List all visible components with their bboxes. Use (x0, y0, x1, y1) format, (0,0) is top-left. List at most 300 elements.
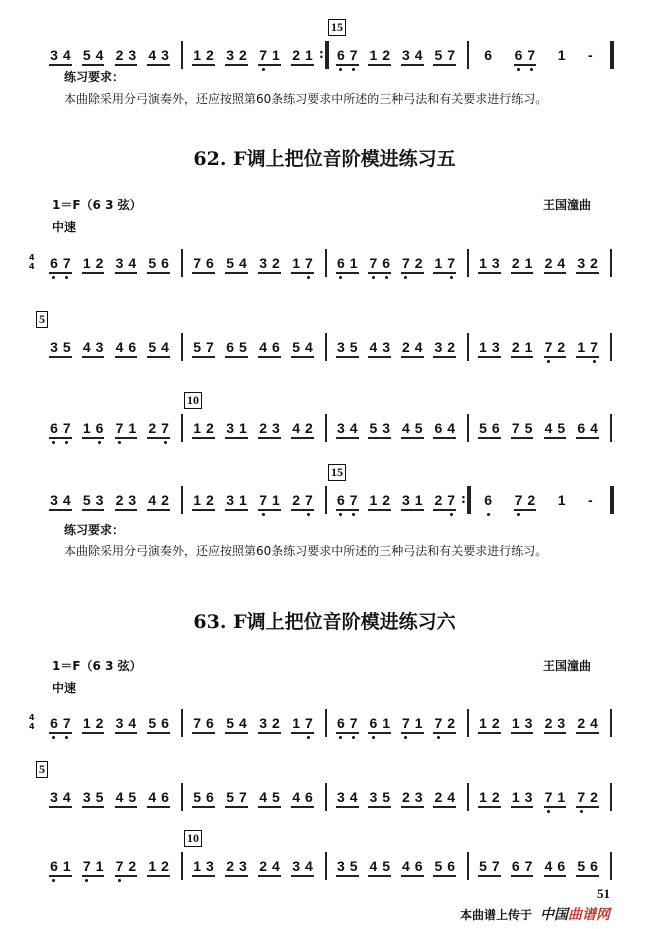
staff-system (38, 312, 613, 363)
note: 1 (557, 47, 566, 63)
beam-group (225, 789, 248, 808)
note: 1 (239, 492, 247, 508)
note: 5 (148, 715, 157, 731)
note: 7 (491, 858, 500, 874)
beam-group (336, 47, 359, 66)
beam-group (258, 47, 281, 66)
beam-group (576, 420, 599, 439)
beam-group (336, 789, 359, 808)
rehearsal-mark: 15 (328, 464, 346, 481)
beam-group (49, 420, 72, 439)
note: 7 (115, 858, 124, 874)
note: 3 (50, 339, 58, 355)
beam-group (544, 715, 567, 734)
beam-group (258, 255, 281, 274)
note: 6 (50, 255, 58, 271)
note: 4 (161, 339, 169, 355)
note: 1 (557, 789, 566, 805)
beam-group (511, 339, 534, 358)
beam-group (291, 339, 314, 358)
note: 4 (369, 339, 378, 355)
beam-group (192, 339, 215, 358)
note: 2 (161, 492, 169, 508)
beam-group (291, 492, 314, 511)
note: 2 (511, 339, 520, 355)
note: 7 (305, 492, 313, 508)
measure (187, 420, 319, 444)
repeat-sign: : (461, 492, 466, 506)
note: 6 (484, 47, 493, 63)
note: 2 (434, 492, 443, 508)
beam-group (49, 255, 72, 274)
note: 1 (272, 492, 280, 508)
note: 4 (590, 420, 598, 436)
beam-group (258, 339, 281, 358)
note: 7 (401, 255, 410, 271)
measure (473, 492, 604, 516)
note: 4 (148, 47, 157, 63)
barline (325, 41, 329, 69)
beam-group (401, 715, 424, 734)
staff-system (38, 762, 613, 813)
note: 7 (259, 492, 267, 508)
beam-group (401, 420, 424, 439)
note: 1 (82, 255, 91, 271)
beam-group (147, 492, 170, 511)
requirement-label: 练习要求： (64, 523, 125, 537)
key-signature: 1＝F（6 3 弦） (52, 659, 142, 673)
note: 6 (336, 255, 345, 271)
measure (44, 715, 175, 739)
note: 7 (206, 339, 214, 355)
note: 5 (577, 858, 586, 874)
note: 4 (369, 858, 378, 874)
note: 2 (292, 47, 300, 63)
note: 5 (349, 339, 358, 355)
note: 2 (590, 789, 598, 805)
note: 6 (514, 47, 523, 63)
repeat-sign: : (319, 47, 324, 61)
note: 5 (193, 789, 201, 805)
beam-group (576, 255, 599, 274)
note: 1 (414, 492, 423, 508)
note: 5 (193, 339, 201, 355)
note: 6 (50, 858, 58, 874)
rehearsal-mark: 5 (36, 761, 48, 778)
composer: 王国潼曲 (543, 198, 592, 212)
beam-group (225, 47, 248, 66)
beam-group (401, 47, 424, 66)
beam-group (557, 47, 567, 64)
note: 3 (401, 47, 410, 63)
beam-group (433, 492, 456, 511)
footer-text: 本曲谱上传于 (460, 908, 533, 922)
note: 7 (305, 715, 313, 731)
note: 3 (50, 492, 58, 508)
note: 6 (206, 789, 214, 805)
note: 7 (369, 255, 378, 271)
beam-group (368, 492, 391, 511)
note: 2 (95, 255, 104, 271)
note: 3 (259, 715, 267, 731)
note: 7 (544, 789, 553, 805)
beam-group (336, 715, 359, 734)
note: 2 (577, 715, 586, 731)
note: 2 (161, 858, 169, 874)
beam-group (82, 339, 105, 358)
note: 1 (577, 339, 586, 355)
beam-group (433, 715, 456, 734)
note: 7 (62, 715, 71, 731)
measure (473, 715, 604, 739)
beam-group (192, 420, 215, 439)
note: 1 (148, 858, 157, 874)
measure (44, 492, 175, 516)
beam-group (433, 255, 456, 274)
note: 7 (349, 715, 358, 731)
beam-group (511, 858, 534, 877)
note: 6 (511, 858, 520, 874)
measure (331, 492, 461, 516)
note: 1 (95, 858, 104, 874)
beam-group (544, 339, 567, 358)
note: 1 (479, 789, 487, 805)
note: 1 (369, 492, 378, 508)
beam-group (225, 420, 248, 439)
beam-group (147, 47, 170, 66)
note: 7 (447, 255, 456, 271)
note: 1 (193, 492, 201, 508)
barline (610, 486, 614, 514)
beam-group (49, 715, 72, 734)
measure (187, 789, 319, 813)
beam-group (82, 47, 105, 66)
note: 7 (544, 339, 553, 355)
note: 2 (511, 255, 520, 271)
note: 4 (292, 420, 300, 436)
note: 3 (259, 255, 267, 271)
beam-group (225, 255, 248, 274)
beam-group (336, 420, 359, 439)
note: 3 (239, 858, 247, 874)
beam-group (368, 858, 391, 877)
beam-group (115, 420, 138, 439)
note: 6 (161, 715, 169, 731)
beam-group (82, 492, 105, 511)
note: 4 (62, 492, 71, 508)
note: 5 (414, 420, 423, 436)
measure (473, 47, 604, 71)
note: 2 (590, 255, 598, 271)
note: 6 (50, 715, 58, 731)
beam-group (557, 492, 567, 509)
note: 4 (401, 420, 410, 436)
note: 4 (62, 789, 71, 805)
note: 7 (401, 715, 410, 731)
note: 6 (414, 858, 423, 874)
barline (467, 486, 471, 514)
note: 2 (401, 339, 410, 355)
piece-title: 62. F调上把位音阶模进练习五 (193, 148, 456, 170)
note: 7 (434, 715, 443, 731)
beam-group (478, 715, 501, 734)
note: 3 (336, 858, 345, 874)
beam-group (478, 858, 501, 877)
beam-group (514, 492, 537, 511)
note: 1 (292, 715, 300, 731)
beam-group (49, 492, 72, 511)
beam-group (336, 255, 359, 274)
note: 1 (62, 858, 71, 874)
rehearsal-mark: 10 (184, 830, 202, 847)
beam-group (115, 858, 138, 877)
note: 5 (369, 420, 378, 436)
note: 7 (590, 339, 598, 355)
composer: 王国潼曲 (543, 659, 592, 673)
note: 6 (491, 420, 500, 436)
beam-group (192, 492, 215, 511)
beam-group (49, 339, 72, 358)
note: 1 (349, 255, 358, 271)
note: 1 (193, 858, 201, 874)
beam-group (225, 492, 248, 511)
note: 5 (239, 339, 247, 355)
beam-group (336, 339, 359, 358)
note: 1 (382, 715, 391, 731)
note: 5 (479, 858, 487, 874)
note: 1 (292, 255, 300, 271)
page-number: 51 (597, 886, 610, 901)
note: 1 (82, 715, 91, 731)
note: 7 (447, 492, 456, 508)
note: 1 (511, 715, 520, 731)
beam-group (115, 789, 138, 808)
note: 1 (479, 255, 487, 271)
beam-group (336, 492, 359, 511)
note: 1 (305, 47, 313, 63)
barline (467, 249, 469, 277)
note: 1 (414, 715, 423, 731)
note: 2 (401, 789, 410, 805)
beam-group (544, 858, 567, 877)
beam-group (368, 789, 391, 808)
note: 4 (259, 339, 267, 355)
barline (467, 41, 469, 69)
note: 2 (148, 420, 157, 436)
beam-group (401, 789, 424, 808)
note: 5 (382, 858, 391, 874)
beam-group (433, 858, 456, 877)
note: 7 (349, 47, 358, 63)
note: 2 (305, 420, 313, 436)
beam-group (511, 255, 534, 274)
note: 4 (447, 789, 456, 805)
beam-group (291, 255, 314, 274)
beam-group (147, 715, 170, 734)
beam-group (291, 47, 314, 66)
beam-group (368, 715, 391, 734)
note: 6 (161, 255, 169, 271)
measure (44, 255, 175, 279)
note: 4 (259, 789, 267, 805)
note: 5 (557, 420, 566, 436)
note: 2 (272, 255, 280, 271)
note: 3 (128, 492, 137, 508)
note: 5 (292, 339, 300, 355)
note: 4 (557, 255, 566, 271)
note: 4 (544, 420, 553, 436)
beam-group (258, 715, 281, 734)
note: 2 (115, 492, 124, 508)
measure (331, 255, 461, 279)
note: 3 (524, 789, 533, 805)
beam-group (483, 492, 493, 509)
barline (467, 852, 469, 880)
note: 5 (82, 47, 91, 63)
note: 3 (577, 255, 586, 271)
note: 6 (557, 858, 566, 874)
note: 3 (524, 715, 533, 731)
beam-group (291, 420, 314, 439)
note: 4 (239, 255, 247, 271)
measure (331, 339, 461, 363)
note: 1 (524, 255, 533, 271)
time-signature: 4 4 (29, 713, 35, 731)
note: 2 (206, 47, 214, 63)
measure (331, 420, 461, 444)
note: 6 (336, 715, 345, 731)
beam-group (49, 858, 72, 877)
beam-group (291, 858, 314, 877)
note: 4 (272, 858, 280, 874)
beam-group (192, 47, 215, 66)
beam-group (511, 715, 534, 734)
measure (331, 47, 461, 71)
beam-group (115, 255, 138, 274)
note: 3 (206, 858, 214, 874)
note: 6 (226, 339, 234, 355)
rehearsal-mark: 10 (184, 392, 202, 409)
staff-system (38, 465, 613, 516)
note: 7 (524, 858, 533, 874)
note: 3 (557, 715, 566, 731)
note: 5 (148, 255, 157, 271)
note: 1 (479, 715, 487, 731)
barline (325, 333, 327, 361)
note: 4 (305, 339, 313, 355)
beam-group (544, 420, 567, 439)
barline (610, 852, 612, 880)
requirement-text: 本曲除采用分弓演奏外，还应按照第60条练习要求中所述的三种弓法和有关要求进行练习。 (64, 544, 548, 558)
note: 3 (50, 789, 58, 805)
note: 1 (479, 339, 487, 355)
staff-system (29, 253, 613, 279)
note: 5 (148, 339, 157, 355)
note: 4 (148, 789, 157, 805)
note: 6 (272, 339, 280, 355)
note: 7 (193, 715, 201, 731)
beam-group (115, 492, 138, 511)
beam-group (514, 47, 537, 66)
beam-group (225, 858, 248, 877)
note: 5 (82, 492, 91, 508)
beam-group (225, 715, 248, 734)
note: 6 (336, 47, 345, 63)
beam-group (433, 47, 456, 66)
note: 2 (414, 255, 423, 271)
beam-group (192, 715, 215, 734)
beam-group (147, 789, 170, 808)
note: 2 (206, 492, 214, 508)
note: 1 (193, 47, 201, 63)
note: 2 (447, 715, 456, 731)
barline (610, 783, 612, 811)
note: 6 (128, 339, 137, 355)
barline (325, 783, 327, 811)
note: 6 (577, 420, 586, 436)
measure (331, 715, 461, 739)
note: 2 (128, 858, 137, 874)
note: 7 (115, 420, 124, 436)
note: 1 (239, 420, 247, 436)
note: 2 (259, 420, 267, 436)
beam-group (576, 789, 599, 808)
note: 4 (128, 715, 137, 731)
note: 5 (434, 858, 443, 874)
note: 3 (115, 255, 124, 271)
beam-group (368, 47, 391, 66)
note: 4 (128, 255, 137, 271)
note: 3 (95, 492, 104, 508)
measure (44, 339, 175, 363)
beam-group (478, 255, 501, 274)
note: 2 (226, 858, 234, 874)
beam-group (147, 339, 170, 358)
note: 5 (226, 255, 234, 271)
note: 6 (95, 420, 104, 436)
note: 2 (557, 339, 566, 355)
beam-group (433, 789, 456, 808)
beam-group (576, 858, 599, 877)
beam-group (401, 339, 424, 358)
beam-group (478, 339, 501, 358)
beam-group (478, 789, 501, 808)
note: 1 (524, 339, 533, 355)
measure (473, 789, 604, 813)
beam-group (147, 420, 170, 439)
barline (325, 486, 327, 514)
note: 5 (62, 339, 71, 355)
note: 3 (95, 339, 104, 355)
beam-group (115, 715, 138, 734)
beam-group (147, 858, 170, 877)
note: 6 (484, 492, 493, 508)
note: 6 (305, 789, 313, 805)
note: 7 (305, 255, 313, 271)
note: 2 (382, 492, 391, 508)
note: 3 (292, 858, 300, 874)
note: 3 (336, 789, 345, 805)
note: 7 (62, 420, 71, 436)
note: 5 (349, 858, 358, 874)
barline (467, 783, 469, 811)
site-logo (540, 904, 610, 924)
beam-group (587, 492, 594, 509)
barline (181, 852, 183, 880)
measure (44, 420, 175, 444)
measure (44, 789, 175, 813)
note: 6 (369, 715, 378, 731)
